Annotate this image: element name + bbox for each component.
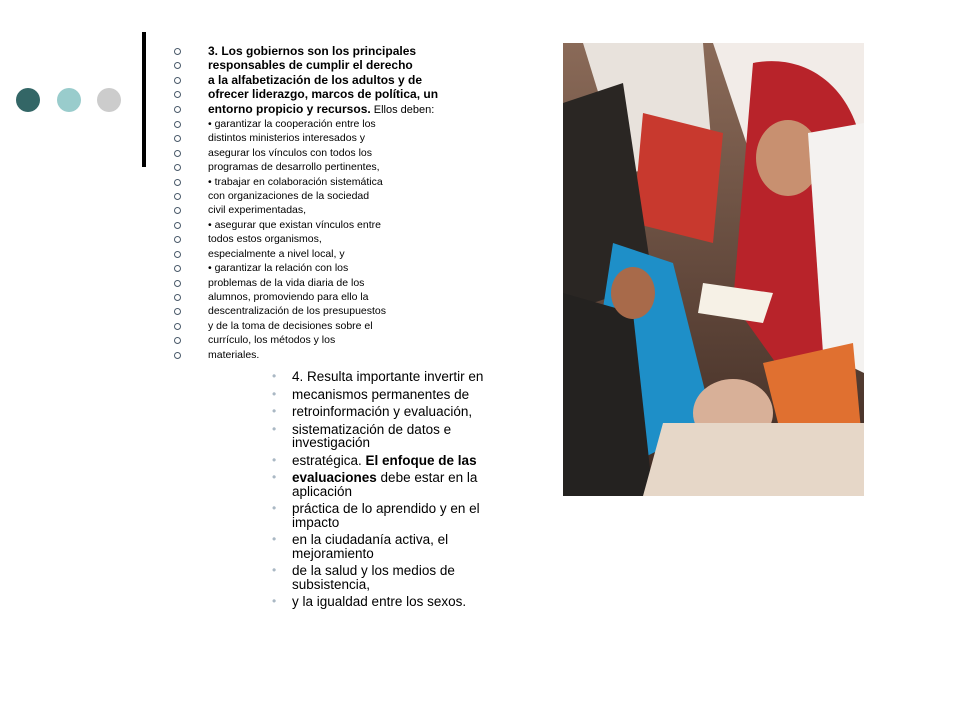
circle-bullet-icon (174, 251, 181, 258)
list-item: especialmente a nivel local, y (172, 247, 492, 261)
dot-bullet-icon: • (272, 421, 277, 436)
main-bullet-list (272, 370, 512, 609)
sub-bullet-list (172, 44, 492, 362)
circle-bullet-icon (174, 193, 181, 200)
list-item: • y la igualdad entre los sexos. (272, 594, 467, 609)
circle-bullet-icon (174, 207, 181, 214)
list-item: ofrecer liderazgo, marcos de política, un (172, 87, 492, 101)
circle-bullet-icon (174, 294, 181, 301)
circle-bullet-icon (174, 179, 181, 186)
list-item: • práctica de lo aprendido y en el impacto (272, 501, 480, 530)
list-item: • 4. Resulta importante invertir en (272, 369, 484, 384)
list-item: alumnos, promoviendo para ello la (172, 290, 492, 304)
list-item: • trabajar en colaboración sistemática (172, 175, 492, 189)
list-item: • de la salud y los medios de subsistencia, (272, 563, 455, 592)
circle-bullet-icon (174, 236, 181, 243)
circle-bullet-icon (174, 280, 181, 287)
list-item: • evaluaciones debe estar en la aplicación (272, 470, 478, 499)
list-item: • garantizar la relación con los (172, 261, 492, 275)
list-item: materiales. (172, 348, 492, 362)
circle-bullet-icon (174, 265, 181, 272)
list-item: • retroinformación y evaluación, (272, 404, 473, 419)
list-item: distintos ministerios interesados y (172, 131, 492, 145)
circle-bullet-icon (174, 308, 181, 315)
circle-bullet-icon (174, 91, 181, 98)
list-item: responsables de cumplir el derecho (172, 58, 492, 72)
decor-dot-teal (57, 88, 81, 112)
list-item: con organizaciones de la sociedad (172, 189, 492, 203)
circle-bullet-icon (174, 106, 181, 113)
list-item: problemas de la vida diaria de los (172, 276, 492, 290)
list-item: asegurar los vínculos con todos los (172, 146, 492, 160)
list-item: • asegurar que existan vínculos entre (172, 218, 492, 232)
list-item: civil experimentadas, (172, 203, 492, 217)
dot-bullet-icon: • (272, 369, 277, 383)
list-item: programas de desarrollo pertinentes, (172, 160, 492, 174)
dot-bullet-icon: • (272, 470, 277, 484)
circle-bullet-icon (174, 222, 181, 229)
decor-dot-gray (97, 88, 121, 112)
decor-dot-dark (16, 88, 40, 112)
list-item: • sistematización de datos e investigación (272, 421, 452, 450)
dot-bullet-icon: • (272, 452, 277, 467)
dot-bullet-icon: • (272, 532, 277, 546)
list-item: a la alfabetización de los adultos y de (172, 73, 492, 87)
list-item: • estratégica. El enfoque de las (272, 452, 477, 468)
circle-bullet-icon (174, 135, 181, 142)
circle-bullet-icon (174, 77, 181, 84)
dot-bullet-icon: • (272, 594, 277, 608)
dot-bullet-icon: • (272, 501, 277, 515)
circle-bullet-icon (174, 121, 181, 128)
list-item: 3. Los gobiernos son los principales (172, 44, 492, 58)
circle-bullet-icon (174, 150, 181, 157)
list-item: • garantizar la cooperación entre los (172, 117, 492, 131)
decor-vertical-bar (142, 32, 146, 167)
list-item: y de la toma de decisiones sobre el (172, 319, 492, 333)
list-item: • en la ciudadanía activa, el mejoramiento (272, 532, 449, 561)
list-item: todos estos organismos, (172, 232, 492, 246)
circle-bullet-icon (174, 48, 181, 55)
dot-bullet-icon: • (272, 563, 277, 577)
women-reading-photo (563, 43, 864, 496)
list-item: • mecanismos permanentes de (272, 386, 470, 402)
list-item: descentralización de los presupuestos (172, 304, 492, 318)
dot-bullet-icon: • (272, 386, 277, 401)
dot-bullet-icon: • (272, 404, 277, 418)
circle-bullet-icon (174, 323, 181, 330)
circle-bullet-icon (174, 352, 181, 359)
list-item: entorno propicio y recursos. Ellos deben: (172, 102, 492, 117)
circle-bullet-icon (174, 337, 181, 344)
list-item: currículo, los métodos y los (172, 333, 492, 347)
circle-bullet-icon (174, 62, 181, 69)
circle-bullet-icon (174, 164, 181, 171)
